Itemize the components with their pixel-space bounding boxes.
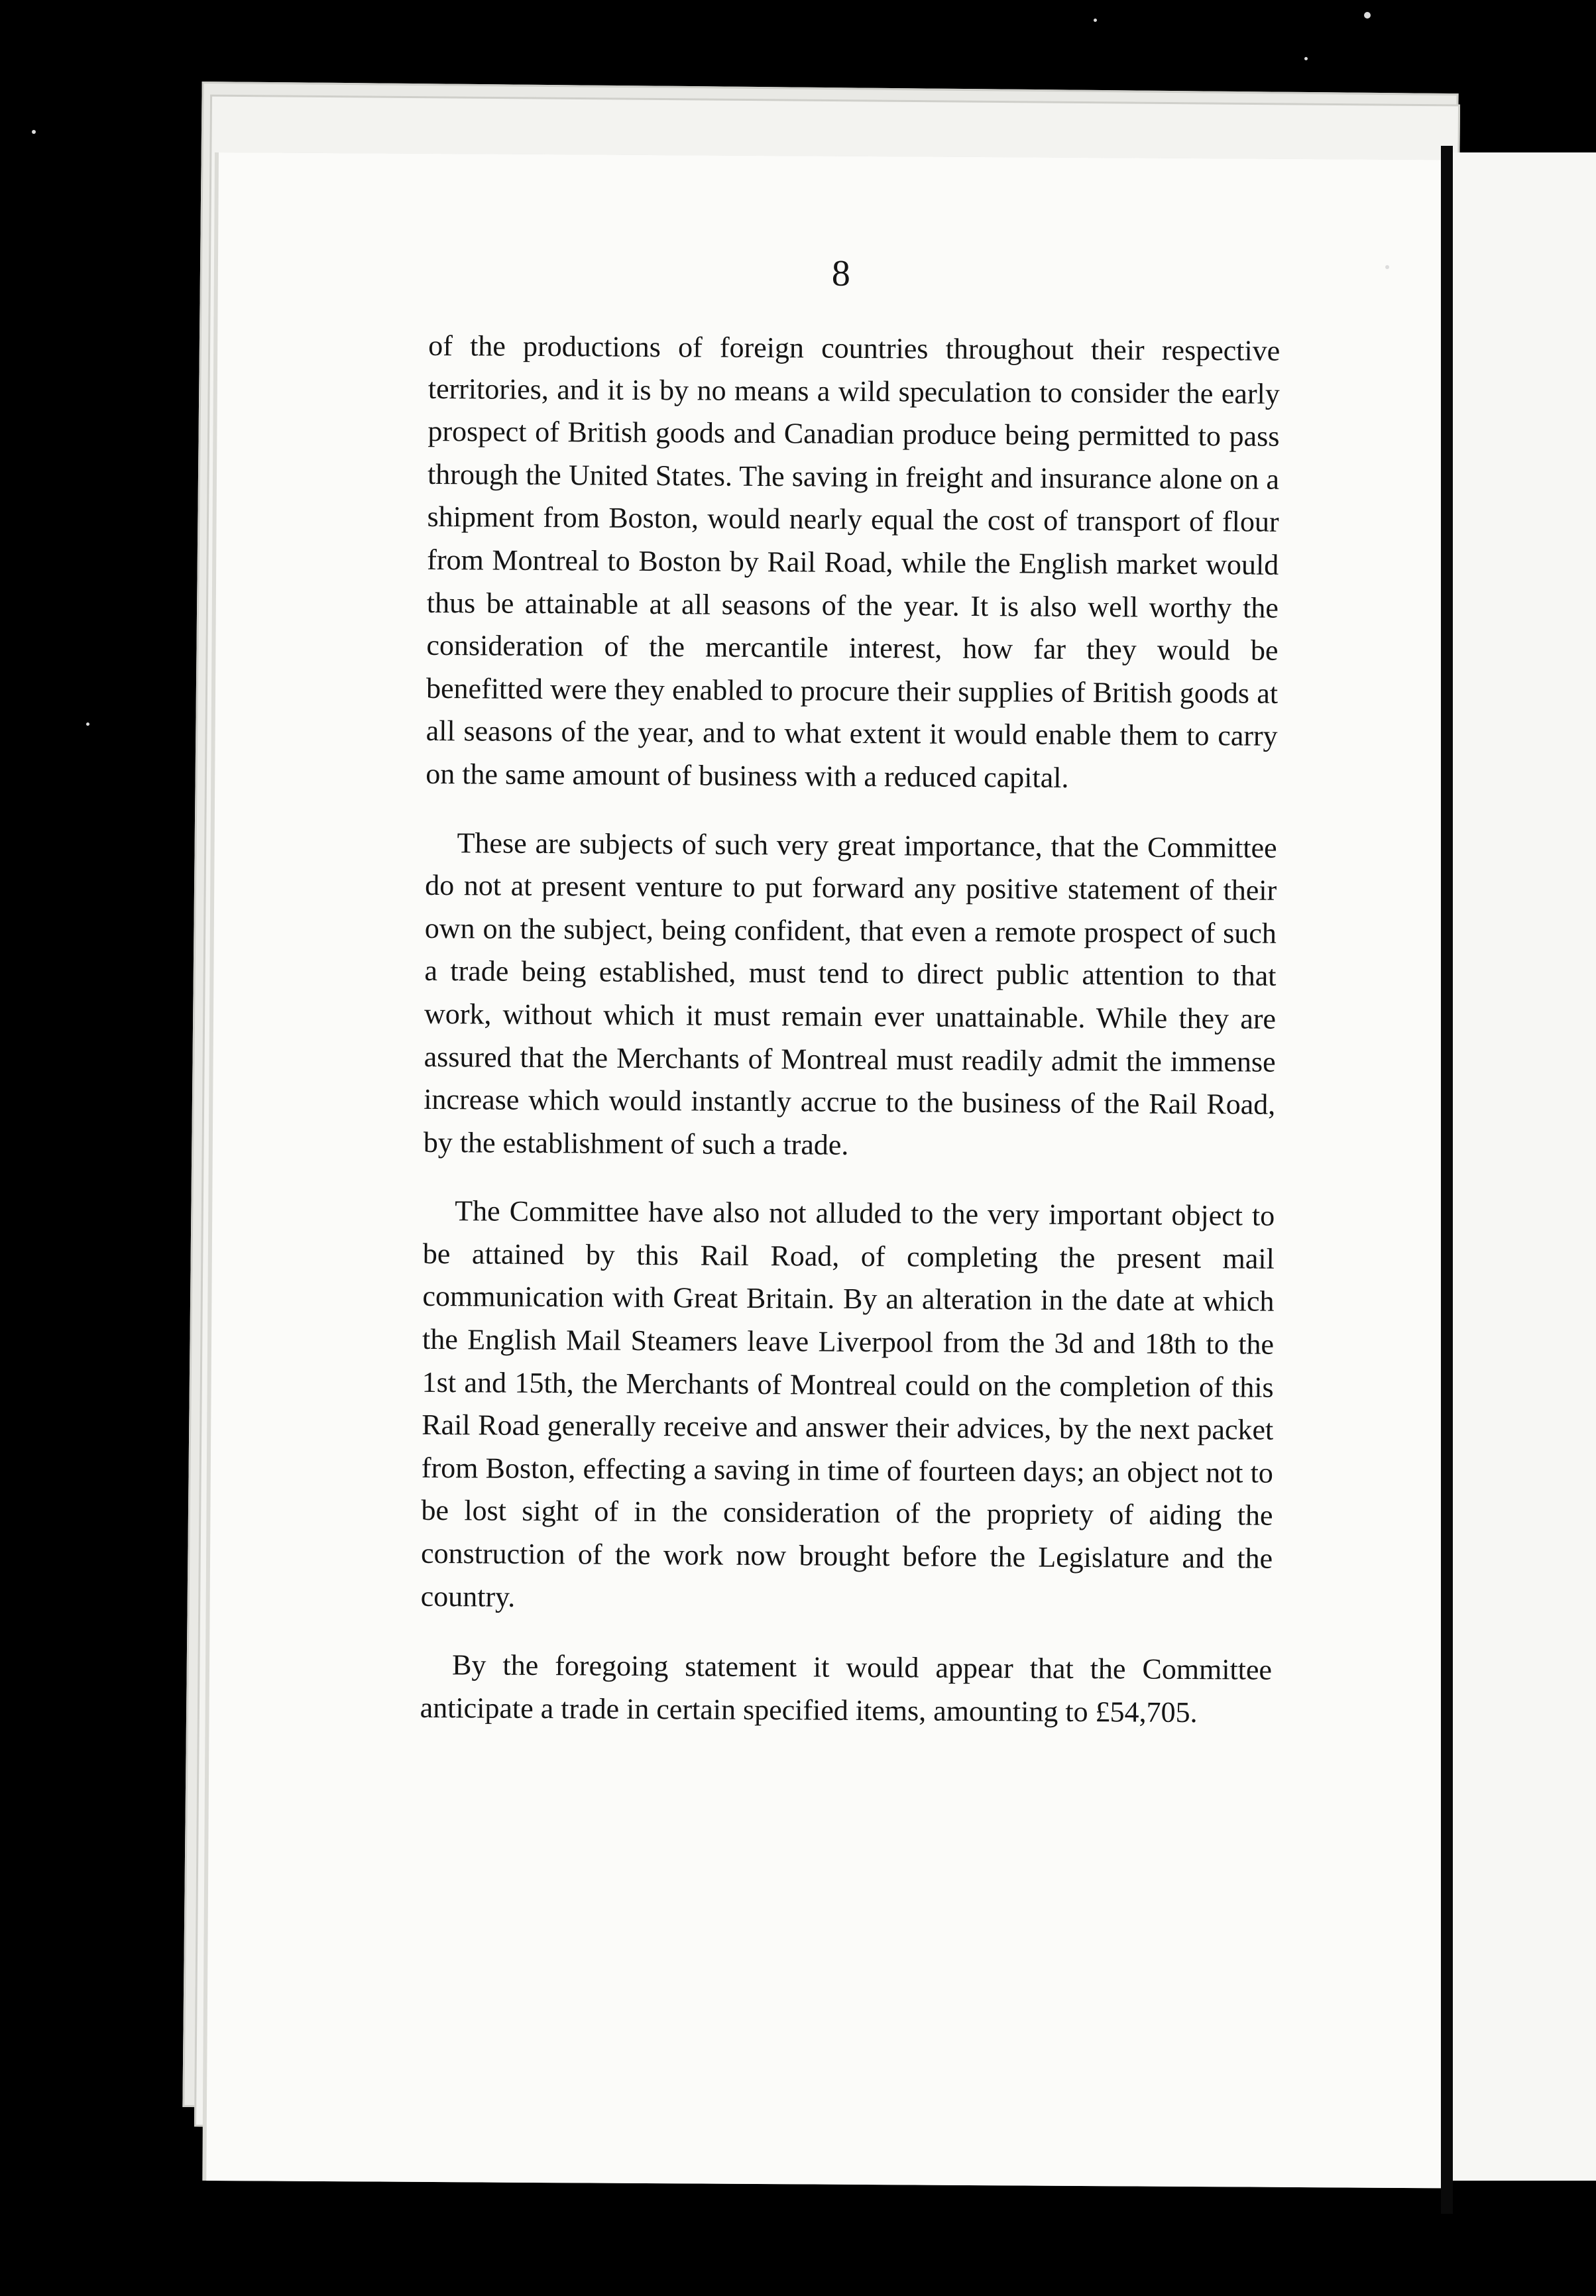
paragraph-1: of the productions of foreign countries throughout their respective territories, and it is by no means a wild speculation to consider the early prospect of British goods and Canadian produce being permitted to pass through the United States. The saving in freight and insurance alone on a shipment from Boston, would nearly equal the cost of transport of flour from Montreal to Boston by Rail Road, while the English market would thus be attainable at all seasons of the year. It is also well worthy the consideration of the mercantile interest, how far they would be benefitted were they enabled to procure their supplies of British goods at all seasons of the year, and to what extent it would enable them to carry on the same amount of business with a reduced capital. bbox=[426, 329, 1281, 794]
body-text bbox=[420, 325, 1280, 1760]
page-number: 8 bbox=[831, 253, 851, 294]
dust-speck bbox=[86, 722, 89, 726]
document-page bbox=[206, 152, 1465, 2188]
paragraph-3: The Committee have also not alluded to the very important object to be attained by this Rail Road, of completing the present mail communication with Great Britain. By an alteration in the date at which the English Mail Steamers leave Liverpool from the 3d and 18th to the 1st and 15th, the Merchants of Montreal could on the completion of this Rail Road generally receive and answer their advices, by the next packet from Boston, effecting a saving in time of fourteen days; an object not to be lost sight of in the consideration of the propriety of aiding the construction of the work now brought before the Legislature and the country. bbox=[420, 1194, 1275, 1613]
paragraph-4: By the foregoing statement it would appear that the Committee anticipate a trade in certain specified items, amounting to £54,705. bbox=[420, 1648, 1273, 1729]
binding-shadow bbox=[1441, 146, 1453, 2214]
facing-page-edge bbox=[1453, 152, 1596, 2181]
dust-speck bbox=[1364, 12, 1371, 19]
dust-speck bbox=[1094, 19, 1097, 22]
dust-speck bbox=[1304, 57, 1308, 60]
paragraph-2: These are subjects of such very great importance, that the Committee do not at present venture to put forward any positive statement of their own on the subject, being confident, that even a remote prospect of such a trade being established, must tend to direct public attention to that work, without which it must remain ever unattainable. While they are assured that the Merchants of Montreal must readily admit the immense increase which would instantly accrue to the business of the Rail Road, by the establishment of such a trade. bbox=[423, 826, 1277, 1161]
dust-speck bbox=[32, 130, 36, 134]
dust-speck bbox=[1385, 265, 1389, 269]
